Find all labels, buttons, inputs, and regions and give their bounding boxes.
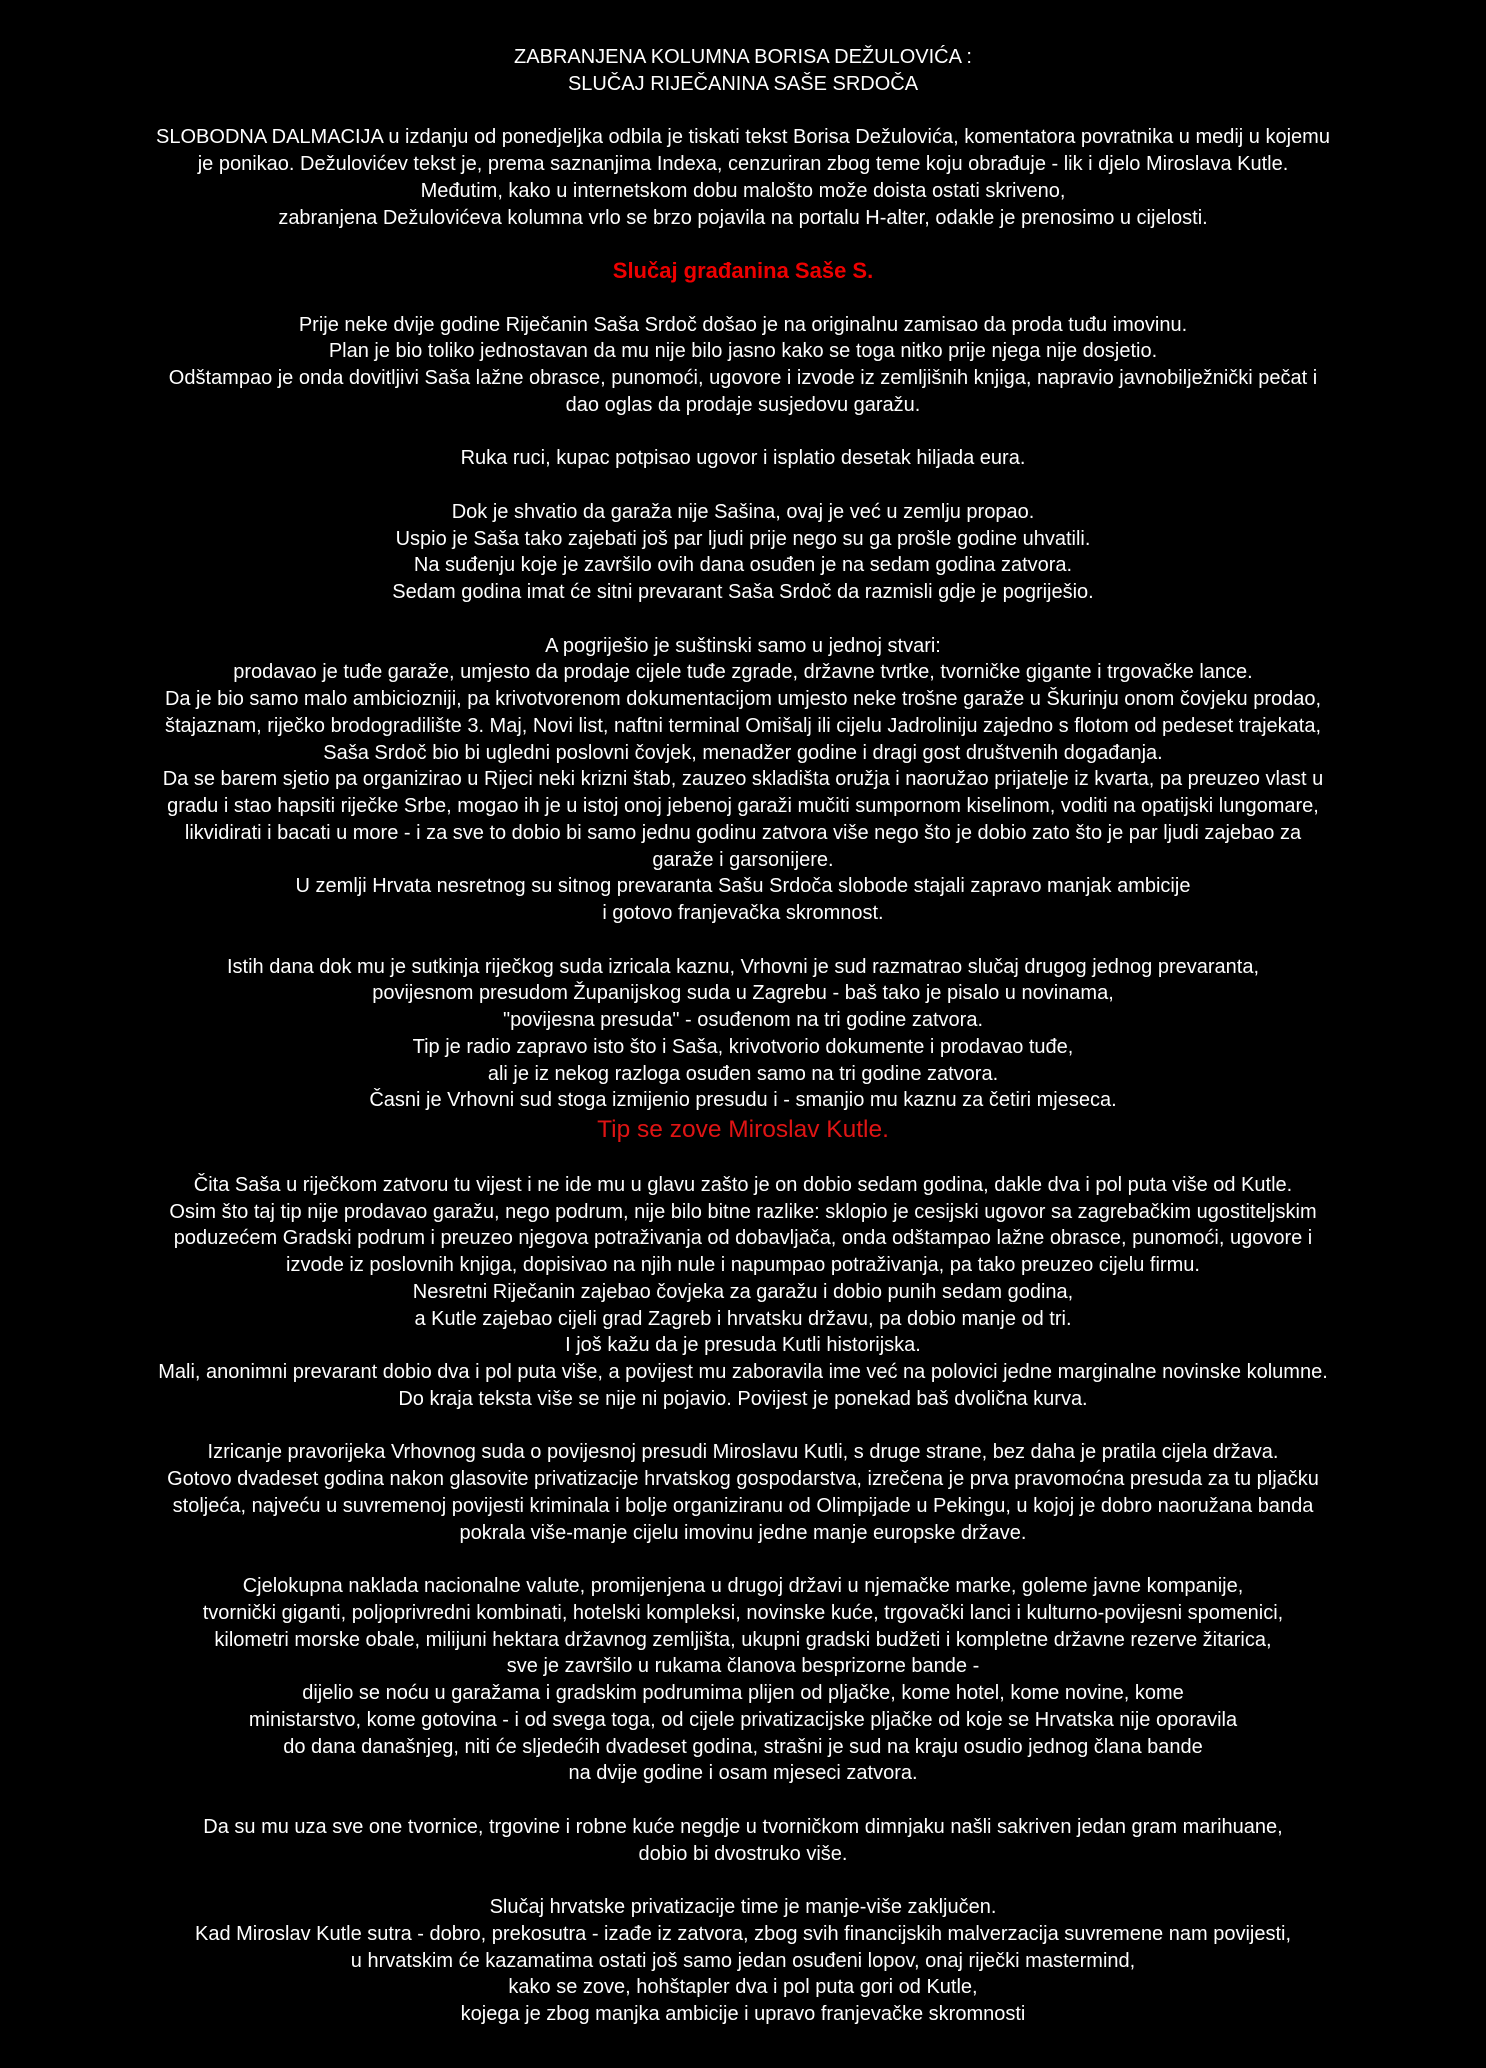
text-line: Ruka ruci, kupac potpisao ugovor i isplatio desetak hiljada eura.: [460, 447, 1026, 470]
text-line: stoljeća, najveću u suvremenoj povijesti kriminala i bolje organiziranu od Olimpijade u Pekingu, u kojoj je dobro naoružana banda: [172, 1494, 1314, 1517]
paragraph-spacer: [70, 231, 1416, 258]
paragraph-spacer: [70, 285, 1416, 312]
text-line: Čita Saša u riječkom zatvoru tu vijest i ne ide mu u glavu zašto je on dobio sedam godina, dakle dva i pol puta više od Kutle.: [193, 1173, 1293, 1196]
paragraph-spacer: [70, 1546, 1416, 1573]
text-line: poduzećem Gradski podrum i preuzeo njegova potraživanja od dobavljača, onda odštampao lažne obrasce, punomoći, ugovore i: [173, 1227, 1313, 1250]
paragraph-spacer: [70, 927, 1416, 954]
text-line: Da je bio samo malo ambiciozniji, pa krivotvorenom dokumentacijom umjesto neke trošne garaže u Škurinju onom čovjeku prodao,: [164, 688, 1322, 710]
text-line: povijesnom presudom Županijskog suda u Zagrebu - baš tako je pisalo u novinama,: [372, 982, 1114, 1005]
text-line: Slučaj građanina Saše S.: [612, 258, 874, 283]
text-line: Da se barem sjetio pa organizirao u Rijeci neki krizni štab, zauzeo skladišta oružja i naoružao prijatelje iz kvarta, pa preuzeo vlast u: [162, 768, 1324, 791]
text-line: A pogriješio je suštinski samo u jednoj stvari:: [545, 634, 941, 657]
text-line: Časni je Vrhovni sud stoga izmijenio presudu i - smanjio mu kaznu za četiri mjeseca.: [369, 1089, 1117, 1112]
highlight-line: [70, 1114, 1416, 1145]
text-line: u hrvatskim će kazamatima ostati još samo jedan osuđeni lopov, onaj riječki mastermind,: [350, 1949, 1136, 1972]
paragraph: [70, 499, 1416, 606]
paragraph: [70, 312, 1416, 419]
text-line: Tip je radio zapravo isto što i Saša, krivotvorio dokumente i prodavao tuđe,: [412, 1035, 1074, 1058]
text-line: kojega je zbog manjka ambicije i upravo franjevačke skromnosti: [460, 2003, 1026, 2025]
paragraph-spacer: [70, 419, 1416, 446]
text-line: Dok je shvatio da garaža nije Sašina, ovaj je već u zemlju propao.: [451, 500, 1035, 523]
text-line: Slučaj hrvatske privatizacije time je manje-više zaključen.: [489, 1896, 997, 1918]
text-line: Mali, anonimni prevarant dobio dva i pol puta više, a povijest mu zaboravila ime već na polovici jedne marginalne novinske kolumne.: [158, 1361, 1328, 1383]
text-line: Gotovo dvadeset godina nakon glasovite privatizacije hrvatskog gospodarstva, izrečena je prva pravomoćna presuda za tu pljačku: [167, 1468, 1319, 1490]
paragraph: [70, 954, 1416, 1115]
text-line: Cjelokupna naklada nacionalne valute, promijenjena u drugoj državi u njemačke marke, goleme javne kompanije,: [242, 1575, 1244, 1597]
paragraph: [70, 1439, 1416, 1546]
text-line: Da su mu uza sve one tvornice, trgovine i robne kuće negdje u tvorničkom dimnjaku našli sakriven jedan gram marihuane,: [203, 1815, 1283, 1838]
text-line: gradu i stao hapsiti riječke Srbe, mogao ih je u istoj onoj jebenoj garaži mučiti sumpornom kiselinom, voditi na opatijski lungomare,: [167, 795, 1319, 817]
text-line: prodavao je tuđe garaže, umjesto da prodaje cijele tuđe zgrade, državne tvrtke, tvorničke gigante i trgovačke lance.: [233, 661, 1253, 684]
text-line: Do kraja teksta više se nije ni pojavio. Povijest je ponekad baš dvolična kurva.: [398, 1387, 1088, 1410]
text-line: Saša Srdoč bio bi ugledni poslovni čovjek, menadžer godine i dragi gost društvenih događanja.: [323, 741, 1163, 764]
text-line: dobio bi dvostruko više.: [638, 1842, 848, 1865]
text-line: likvidirati i bacati u more - i za sve to dobio bi samo jednu godinu zatvora više nego što je dobio zato što je par ljudi zajebao za: [184, 821, 1302, 844]
text-line: Sedam godina imat će sitni prevarant Saša Srdoč da razmisli gdje je pogriješio.: [392, 581, 1094, 603]
text-line: garaže i garsonijere.: [652, 848, 834, 871]
paragraph: [70, 1894, 1416, 2028]
text-line: Odštampao je onda dovitljivi Saša lažne obrasce, punomoći, ugovore i izvode iz zemljišnih knjiga, napravio javnobilježnički pečat i: [168, 367, 1318, 389]
text-line: tvornički giganti, poljoprivredni kombinati, hotelski kompleksi, novinske kuće, trgovački lanci i kulturno-povijesni spomenici,: [202, 1601, 1284, 1624]
paragraph: [70, 633, 1416, 927]
text-line: Tip se zove Miroslav Kutle.: [597, 1116, 889, 1143]
text-line: Plan je bio toliko jednostavan da mu nije bilo jasno kako se toga nitko prije njega nije dosjetio.: [328, 340, 1158, 363]
text-line: Nesretni Riječanin zajebao čovjeka za garažu i dobio punih sedam godina,: [412, 1280, 1074, 1303]
paragraph-spacer: [70, 1145, 1416, 1172]
text-line: I još kažu da je presuda Kutli historijska.: [565, 1334, 921, 1357]
text-line: ali je iz nekog razloga osuđen samo na tri godine zatvora.: [487, 1062, 999, 1085]
text-line: ZABRANJENA KOLUMNA BORISA DEŽULOVIĆA :: [514, 46, 972, 68]
paragraph-spacer: [70, 1413, 1416, 1440]
paragraph-spacer: [70, 1867, 1416, 1894]
paragraph: [70, 1814, 1416, 1868]
text-line: Na suđenju koje je završilo ovih dana osuđen je na sedam godina zatvora.: [413, 554, 1073, 577]
text-line: na dvije godine i osam mjeseci zatvora.: [568, 1762, 918, 1785]
paragraph: [70, 1172, 1416, 1413]
paragraph-spacer: [70, 472, 1416, 499]
text-line: ministarstvo, kome gotovina - i od svega toga, od cijele privatizacijske pljačke od koje se Hrvatska nije oporavila: [248, 1708, 1238, 1731]
paragraph: [70, 124, 1416, 231]
text-line: kako se zove, hohštapler dva i pol puta gori od Kutle,: [508, 1976, 978, 1999]
text-line: pokrala više-manje cijelu imovinu jedne manje europske države.: [459, 1521, 1027, 1544]
text-line: štajaznam, riječko brodogradilište 3. Maj, Novi list, naftni terminal Omišalj ili cijelu Jadroliniju zajedno s flotom od pedeset trajekata,: [164, 714, 1322, 737]
paragraph: [70, 445, 1416, 472]
text-line: Prije neke dvije godine Riječanin Saša Srdoč došao je na originalnu zamisao da proda tuđu imovinu.: [298, 313, 1188, 336]
text-line: do dana današnjeg, niti će sljedećih dvadeset godina, strašni je sud na kraju osudio jednog člana bande: [283, 1735, 1203, 1758]
text-line: Istih dana dok mu je sutkinja riječkog suda izricala kaznu, Vrhovni je sud razmatrao slučaj drugog jednog prevaranta,: [226, 955, 1260, 978]
text-line: Izricanje pravorijeka Vrhovnog suda o povijesnoj presudi Miroslavu Kutli, s druge strane, bez daha je pratila cijela država.: [207, 1441, 1279, 1464]
text-line: U zemlji Hrvata nesretnog su sitnog prevaranta Sašu Srdoča slobode stajali zapravo manjak ambicije: [295, 875, 1191, 898]
text-line: Osim što taj tip nije prodavao garažu, nego podrum, nije bilo bitne razlike: sklopio je cesijski ugovor sa zagrebačkim ugostiteljskim: [169, 1200, 1317, 1223]
section-heading: [70, 258, 1416, 285]
text-line: dijelio se noću u garažama i gradskim podrumima plijen od pljačke, kome hotel, kome novine, kome: [302, 1682, 1184, 1704]
text-line: sve je završilo u rukama članova besprizorne bande -: [506, 1655, 980, 1678]
text-line: kilometri morske obale, milijuni hektara državnog zemljišta, ukupni gradski budžeti i kompletne državne rezerve žitarica,: [214, 1628, 1272, 1651]
article-title: [70, 44, 1416, 98]
text-line: SLUČAJ RIJEČANINA SAŠE SRDOČA: [567, 72, 919, 95]
text-line: Međutim, kako u internetskom dobu malošto može doista ostati skriveno,: [420, 179, 1066, 202]
paragraph-spacer: [70, 1787, 1416, 1814]
text-line: i gotovo franjevačka skromnost.: [602, 902, 884, 924]
paragraph-spacer: [70, 606, 1416, 633]
text-line: Kad Miroslav Kutle sutra - dobro, prekosutra - izađe iz zatvora, zbog svih financijskih malverzacija suvremene nam povijesti,: [194, 1922, 1292, 1945]
text-line: je ponikao. Dežulovićev tekst je, prema saznanjima Indexa, cenzuriran zbog teme koju obrađuje - lik i djelo Miroslava Kutle.: [197, 153, 1289, 175]
text-line: Uspio je Saša tako zajebati još par ljudi prije nego su ga prošle godine uhvatili.: [395, 527, 1091, 550]
text-line: SLOBODNA DALMACIJA u izdanju od ponedjeljka odbila je tiskati tekst Borisa Dežulovića, komentatora povratnika u medij u kojemu: [156, 126, 1330, 149]
text-line: zabranjena Dežulovićeva kolumna vrlo se brzo pojavila na portalu H-alter, odakle je prenosimo u cijelosti.: [278, 206, 1208, 229]
text-line: "povijesna presuda" - osuđenom na tri godine zatvora.: [502, 1009, 984, 1031]
paragraph: [70, 1573, 1416, 1787]
paragraph-spacer: [70, 98, 1416, 125]
text-line: izvode iz poslovnih knjiga, dopisivao na njih nule i napumpao potraživanja, pa tako preuzeo cijelu firmu.: [286, 1254, 1200, 1276]
text-line: dao oglas da prodaje susjedovu garažu.: [565, 393, 921, 416]
text-line: a Kutle zajebao cijeli grad Zagreb i hrvatsku državu, pa dobio manje od tri.: [414, 1307, 1072, 1330]
